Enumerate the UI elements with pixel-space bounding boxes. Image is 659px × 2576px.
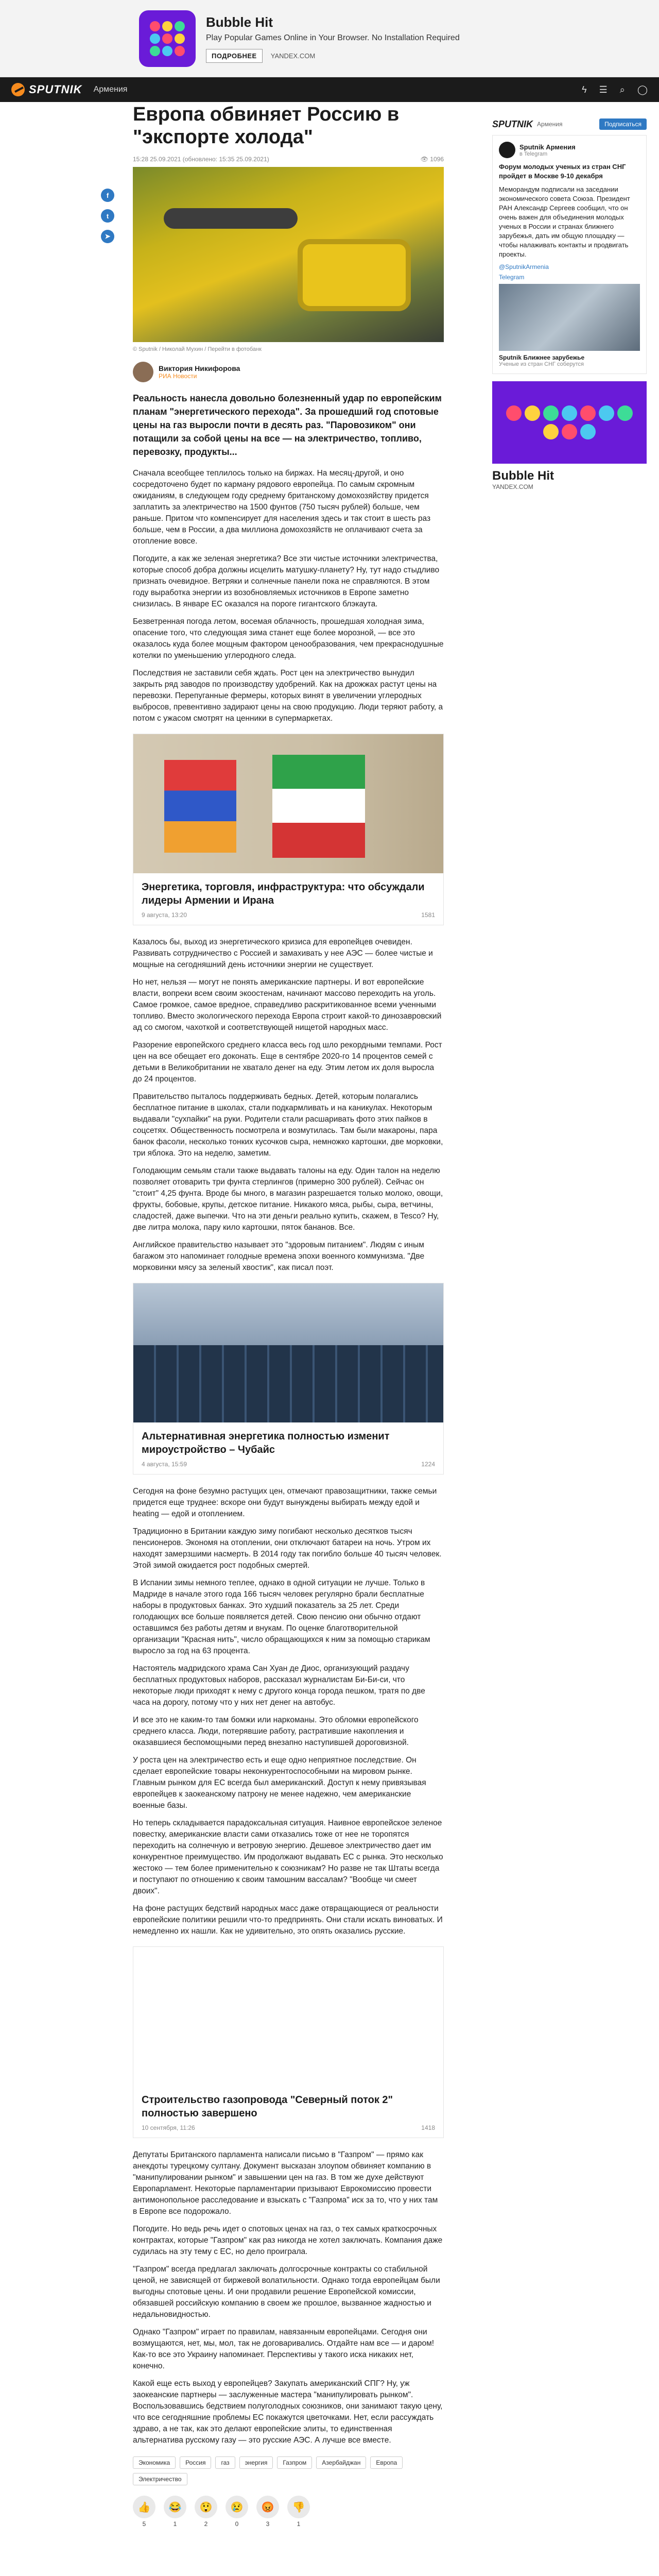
paragraph: Сначала всеобщее теплилось только на биржах. На месяц-другой, и оно сосредоточено будет по карману рядового европейца. По самым скромным ожиданиям, в следующем году среднему британскому домохозяйству придется заплатить за электричество на 1500 фунтов (750 тысяч рублей) больше, чем раньше. Притом что компенсирует для населения здесь и так стоит в шесть раз больше, чем в России, а два миллиона домохозяйств не оплачивают счета за отопление вовсе. xyxy=(133,469,431,546)
sidebar-ad-title[interactable]: Bubble Hit xyxy=(492,469,554,483)
article-body-1 xyxy=(133,468,444,724)
paragraph: Правительство пыталось поддерживать бедных. Детей, которым полагались бесплатное питание в школах, стали подкармливать и на каникулах. Некоторым выдавали "сухпайки" на руки. Родители стали расшаривать фото этих пайков в соцсетях. Общественность посмотрела и возмутилась. Там были макароны, пара банок фасоли, несколько тонких кусочков сыра, немножко картошки, две морковки, три яблока. Это на неделю, заметим. xyxy=(133,1092,443,1158)
ad-title[interactable]: Bubble Hit xyxy=(206,14,273,30)
sidebar-ad[interactable] xyxy=(492,381,647,490)
related-article-2[interactable] xyxy=(133,1283,444,1475)
reaction-bar xyxy=(133,2496,444,2528)
article-body-2 xyxy=(133,937,444,1274)
reaction-count: 3 xyxy=(266,2520,270,2528)
reaction-count: 1 xyxy=(173,2520,177,2528)
related-image xyxy=(133,1947,443,2086)
reaction-button[interactable] xyxy=(287,2496,310,2528)
reaction-icon: 👎 xyxy=(287,2496,310,2518)
author-name[interactable]: Виктория Никифорова xyxy=(159,364,240,372)
paragraph: На фоне растущих бедствий народных масс даже отвращающиеся от реальности европейские политики решили что-то предпринять. Они стали искать виноватых. И немедленно их нашли. Как не удивительно, это опять оказались русские. xyxy=(133,1904,443,1936)
related-views: 1418 xyxy=(421,2124,435,2131)
telegram-share-icon[interactable]: ➤ xyxy=(101,230,114,243)
channel-handle[interactable]: @SputnikArmenia xyxy=(499,263,549,270)
reaction-icon: 😂 xyxy=(164,2496,186,2518)
article-body-4 xyxy=(133,2149,444,2446)
reaction-icon: 😲 xyxy=(195,2496,217,2518)
related-views: 1581 xyxy=(421,911,435,919)
author-block[interactable] xyxy=(133,362,444,382)
twitter-share-icon[interactable]: t xyxy=(101,209,114,223)
paragraph: Но теперь складывается парадоксальная ситуация. Наивное европейское зеленое повестку, американские власти сами отказались тоже от нее не торопятся переходить на солнечную и ветровую энергию. Дешевое электричество дает им конкурентное преимущество. Им продолжают выдавать ЕС с рынка. Это несколько жестоко — тем более применительно к союзникам? Но разве не так Штаты всегда и поступают по отношению к своим тамошним вассалам? "Вообще чи смеет двоих". xyxy=(133,1819,443,1895)
tag[interactable]: Электричество xyxy=(133,2473,187,2485)
paragraph: Голодающим семьям стали также выдавать талоны на еду. Один талон на неделю позволяет отоварить три фунта стерлингов (примерно 300 рублей). Сейчас он "стоит" 4,25 фунта. Вроде бы много, в магазин разрешается только молоко, овощи, фрукты, бобовые, крупы, детское питание. Никакого мяса, рыбы, сыра, ветчины, сладостей, даже выпечки. Что на эти деньги реально купить, скажем, в Tesco? Ну, две литра молока, пару кило картошки, пяток бананов. Все. xyxy=(133,1166,443,1232)
paragraph: Разорение европейского среднего класса весь год шло рекордными темпами. Рост цен на все обещает его доконать. Еще в сентябре 2020-го 14 процентов семей с детьми в Великобритании не хватало денег на еду. Этим летом их доля выросла до 24 процентов. xyxy=(133,1041,442,1083)
tag[interactable]: энергия xyxy=(239,2456,273,2469)
paragraph: Сегодня на фоне безумно растущих цен, отмечают правозащитники, также семьи придется еще труднее: вскоре они будут вынуждены выбирать между едой и heating — едой и отоплением. xyxy=(133,1487,437,1518)
related-title[interactable]: Строительство газопровода "Северный поток 2" полностью завершено xyxy=(142,2094,393,2119)
telegram-link[interactable]: Telegram xyxy=(499,274,525,281)
paragraph: Безветренная погода летом, восемая облачность, прошедшая холодная зима, опасение того, что следующая зима станет еще более морозной, — все это оказалось куда более мощным фактором ценообразования, чем прекраснодушные котелки по уменьшению углеродного следа. xyxy=(133,617,444,660)
related-date: 4 августа, 15:59 xyxy=(142,1461,187,1468)
tag[interactable]: газ xyxy=(215,2456,235,2469)
post-headline: Форум молодых ученых из стран СНГ пройдет в Москве 9-10 декабря xyxy=(499,163,626,180)
site-logo[interactable]: SPUTNIK xyxy=(11,83,82,96)
ad-more-button[interactable]: ПОДРОБНЕЕ xyxy=(206,49,263,63)
paragraph: Но нет, нельзя — могут не понять американские партнеры. И вот европейские власти, вопреки всем своим экоостенам, начинают массово переходить на уголь. Самое громкое, самое вредное, справедливо раскритикованное всеми ученными топливо. Вместо экологического перехода Европа строит какой-то динозавровский ад со смогом, чахоткой и соответствующей нищетой народных масс. xyxy=(133,978,442,1032)
paragraph: Депутаты Британского парламента написали письмо в "Газпром" — прямо как анекдоты турецкому султану. Документ высказан злоупом обвиняет компанию в "манипулировании рынком" и завышении цен на газ. В том же духе действуют Европарламент. Некоторые парламентарии призывают Еврокомиссию провести антимонопольное расследование и взыскать с "Газпрома" иск за то, что у них там в Европе все подорожало. xyxy=(133,2150,438,2216)
paragraph: И все это не каким-то там бомжи или наркоманы. Это обломки европейского среднего класса. Люди, потерявшие работу, растратившие накопления и оказавшиеся беспомощными перед внезапно наступившей дороговизной. xyxy=(133,1716,419,1747)
author-role: РИА Новости xyxy=(159,372,197,380)
ad-game-logo xyxy=(139,10,196,67)
paragraph: В Испании зимы немного теплее, однако в одной ситуации не лучше. Только в Мадриде в начале этого года 166 тысяч человек регулярно брали бесплатные наборы в продуктовых банках. Это худший показатель за 25 лет. Среди голодающих все больше появляется детей. Свою пенсию они обычно отдают оставшимся без работы детям и внукам. По оценке благотворительной организации "Красная нить", число обращающихся к ним за помощью старикам выросло за год на 63 процента. xyxy=(133,1579,430,1655)
reaction-count: 5 xyxy=(142,2520,146,2528)
related-title[interactable]: Энергетика, торговля, инфраструктура: что обсуждали лидеры Армении и Ирана xyxy=(142,882,425,906)
subscribe-button[interactable]: Подписаться xyxy=(599,118,647,130)
reaction-button[interactable] xyxy=(256,2496,279,2528)
article-views: 👁 1096 xyxy=(420,156,444,163)
article xyxy=(133,103,444,2543)
search-icon[interactable]: ⌕ xyxy=(619,84,625,95)
related-image xyxy=(133,1283,443,1422)
sidebar-logo: SPUTNIK xyxy=(492,118,533,129)
reaction-button[interactable] xyxy=(164,2496,186,2528)
reaction-icon: 👍 xyxy=(133,2496,155,2518)
related-date: 9 августа, 13:20 xyxy=(142,911,187,919)
tag-list xyxy=(133,2456,444,2485)
tag[interactable]: Экономика xyxy=(133,2456,176,2469)
related-image xyxy=(133,734,443,873)
paragraph: Какой еще есть выход у европейцев? Закупать американский СПГ? Ну, уж заокеанские партнеры — заслуженные мастера "манипулировать рынком". Воспользовавшись бедствием полуголодных союзников, они занимают такую цену, что все сегодняшние проблемы ЕС покажутся цветочками. Нет, если рассуждать здраво, а не так, как это делают европейские элиты, то единственная альтернатива русскому газу — это русские АЭС. А лучше все вместе. xyxy=(133,2379,443,2445)
ad-domain: YANDEX.COM xyxy=(270,52,316,60)
reaction-button[interactable] xyxy=(195,2496,217,2528)
channel-platform: в Telegram xyxy=(519,150,548,157)
related-views: 1224 xyxy=(421,1461,435,1468)
sputnik-logo-icon xyxy=(11,83,25,96)
related-date: 10 сентября, 11:26 xyxy=(142,2124,195,2131)
sidebar-ad-domain: YANDEX.COM xyxy=(492,483,533,490)
sidebar-ad-image xyxy=(492,381,647,464)
article-title: Европа обвиняет Россию в "экспорте холода" xyxy=(133,104,400,148)
site-header xyxy=(0,77,659,102)
top-ad-banner[interactable] xyxy=(0,0,659,77)
paragraph: Традиционно в Британии каждую зиму погибают несколько десятков тысяч пенсионеров. Экономя на отоплении, они отключают батареи на ночь. Утром их находят замерзшими насмерть. В 2014 году так погибло больше 40 тысяч человек. Этой зимой ожидается рост подобных смертей. xyxy=(133,1527,442,1570)
post-image-caption: Sputnik Ближнее зарубежье xyxy=(499,354,585,361)
tag[interactable]: Газпром xyxy=(277,2456,312,2469)
post-image[interactable] xyxy=(499,284,640,351)
related-title[interactable]: Альтернативная энергетика полностью изменит мироустройство – Чубайс xyxy=(142,1431,390,1455)
reaction-count: 1 xyxy=(297,2520,301,2528)
reaction-count: 0 xyxy=(235,2520,239,2528)
author-avatar xyxy=(133,362,153,382)
channel-name[interactable]: Sputnik Армения xyxy=(519,143,576,151)
paragraph: Английское правительство называет это "здоровым питанием". Людям с иным багажом это напоминает голодные времена эпохи военного коммунизма. "Две морковинки мясу за зеленый хвостик", как писал поэт. xyxy=(133,1241,425,1272)
paragraph: Однако "Газпром" играет по правилам, навязанным европейцами. Сегодня они возмущаются, нет, мы, мол, так не договаривались. Отдайте нам все — и даром! Как-то все это Украину напоминает. Перспективы у такого иска никаких нет, конечно. xyxy=(133,2328,435,2370)
paragraph: Погодите, а как же зеленая энергетика? Все эти чистые источники электричества, которые способ добра должны исцелить матушку-планету? Ну, тут надо стыдливо признать очевидное. Ветряки и солнечные панели пока не справляются. В этом году выработка энергии из возобновляемых источников в Европе заметно снизилась. В январе ЕС оказался на пороге гигантского блэкаута. xyxy=(133,554,440,608)
paragraph: Казалось бы, выход из энергетического кризиса для европейцев очевиден. Развивать сотрудничество с Россией и замахивать у нее АЭС — более чистые и мощные на сегодняшний день источники энергии не существует. xyxy=(133,938,433,969)
sidebar-region: Армения xyxy=(537,121,563,128)
article-body-3 xyxy=(133,1486,444,1937)
lightning-icon[interactable]: ϟ xyxy=(582,84,587,95)
reaction-count: 2 xyxy=(204,2520,208,2528)
tag[interactable]: Россия xyxy=(180,2456,211,2469)
article-lead: Реальность нанесла довольно болезненный удар по европейским планам "энергетического перехода". За прошедший год спотовые цены на газ выросли почти в десять раз. "Паровозиком" они потащили за собой цены на все — на электричество, топливо, перевозку, продукты... xyxy=(133,393,442,457)
reaction-icon: 😡 xyxy=(256,2496,279,2518)
reaction-button[interactable] xyxy=(226,2496,248,2528)
post-image-subcaption: Ученые из стран СНГ соберутся xyxy=(499,361,584,367)
tag[interactable]: Европа xyxy=(370,2456,403,2469)
menu-icon[interactable]: ☰ xyxy=(599,84,608,95)
related-article-3[interactable] xyxy=(133,1946,444,2138)
share-bar xyxy=(101,189,114,243)
facebook-share-icon[interactable]: f xyxy=(101,189,114,202)
related-article-1[interactable] xyxy=(133,734,444,925)
tag[interactable]: Азербайджан xyxy=(316,2456,366,2469)
paragraph: "Газпром" всегда предлагал заключать долгосрочные контракты со стабильной ценой, не зависящей от биржевой волатильности. Однако тогда европейцам были выгодны спотовые цены. И они продавили решение Европейской комиссии, обязавшей российскую компанию в своем же прошлое, вызванное жадностью и недальновидностью. xyxy=(133,2265,440,2319)
paragraph: У роста цен на электричество есть и еще одно неприятное последствие. Он сделает европейские товары неконкурентоспособными на мировом рынке. Главным рынком для ЕС всегда был американский. Доступ к нему привязывая европейцев к заокеанскому патрону не менее надежно, чем американские военные базы. xyxy=(133,1756,426,1810)
paragraph: Погодите. Но ведь речь идет о спотовых ценах на газ, о тех самых краткосрочных контрактах, которые "Газпром" как раз никогда не хотел заключать. Компания даже судилась на эту тему с ЕС, но дело проиграла. xyxy=(133,2225,443,2256)
user-icon[interactable]: ◯ xyxy=(637,84,648,95)
telegram-widget[interactable] xyxy=(492,135,647,374)
paragraph: Настоятель мадридского храма Сан Хуан де Диос, организующий раздачу бесплатных продуктовых наборов, рассказал журналистам Би-Би-си, что некоторые люди приходят к нему с другого конца города пешком, тратя по две часа на дорогу, потому что у них нет денег на автобус. xyxy=(133,1664,425,1707)
reaction-button[interactable] xyxy=(133,2496,155,2528)
channel-avatar xyxy=(499,142,515,158)
hero-image[interactable] xyxy=(133,167,444,342)
hero-caption: © Sputnik / Николай Мухин / Перейти в фотобанк xyxy=(133,346,262,352)
reaction-icon: 😢 xyxy=(226,2496,248,2518)
post-body: Меморандум подписали на заседании экономического совета Союза. Президент РАН Александр Сергеев сообщил, что он очень важен для объединения молодых ученых в России и странах ближнего зарубежья, дать им общую площадку — чтобы налаживать контакты и продвигать проекты. xyxy=(499,185,630,258)
paragraph: Последствия не заставили себя ждать. Рост цен на электричество вынудил закрыть ряд заводов по производству удобрений. Как на дрожжах растут цены на перевозки. Перепуганные фермеры, которых винят в увеличении углеродных выбросов, превентивно задирают цены на свою продукцию. Люди теряют работу, а потом с ужасом смотрят на ценники в супермаркетах. xyxy=(133,669,443,723)
sidebar xyxy=(492,118,647,490)
ad-description: Play Popular Games Online in Your Browser. No Installation Required xyxy=(206,33,460,42)
region-selector[interactable]: Армения xyxy=(93,85,128,94)
article-date: 15:28 25.09.2021 (обновлено: 15:35 25.09.2021) xyxy=(133,156,269,163)
